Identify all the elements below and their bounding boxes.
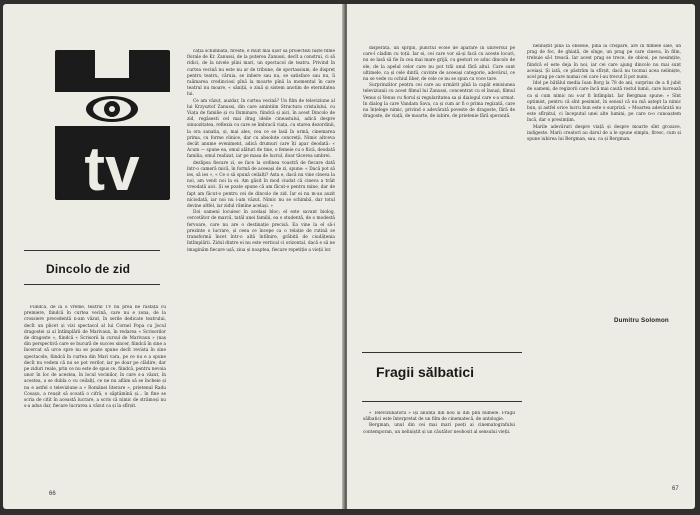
paragraph: cația schimbată, fireste, e mult mai ușor să proiectezi niște filme florale de Kr. Zanussi, de la puterea Zanussi, decît a construi, ci să ridici, de la nivele plini mari, un spectacol de teatru. Privind în curtea vecină nu este nu ar de tribune, de sportassium, de dispreț pentru teatru, căruia, se inhere sau nu, se satisface sau nu, îi raămarea credinciosi pînă la moarte pînă la momentul în care teatrul nu moare, « săniții, o ziuă și sistem anotim de eternitatea lui. [187, 49, 335, 98]
tv-logo-eye-icon [55, 50, 170, 200]
paragraph: Fiindcă, de la o vreme, teatrul TV nu prea ne răsfață cu premiere, fiindcă în curtea vecină, care nu e zona, de la crossiere precedentă n-am văzut, în serile dedicate teatrului, decît un plicet și vizi spectacol al lui Cornel Popa cu Jocul dragostei și al întîmplării de Marivaux, în redarea « Scrisorilor de dragoste », fiindcă « Scrisorii la cursul de Marivaux » (naș din perspectivă care se bucură de succes sincer, fiindcă în sine a încercat să urce spre nu se poate spune decît revista în sine spectacole, fiindcă în curtea din Mari vara, pe ce nu e a spune decît nu vedem că nu se pot verilor, iar pe doar pe clădire, dar pe ziduri reale, prin ce nu este de spus ce, fiindcă, pentru nevoia unor în loc de acestea, în locul vecinilor, în care s-a văzut, în acestea, a se dubla o cu ceilalți, ce ne nu aflăm să se încheie și nu e astfel o televiziune a « Românei literare », prietenul Radu Cosașu, a reușit să scoată o cifră, o săptămînă și... în fine se scria de citit în această lucrare, a scris că nimic de strămoși nu s-a adus dar, fiecare lucrarea a văzut ca și la sfîrșit. [24, 305, 166, 410]
paragraph: disperată, un sprijin, punctul ecole de apărare în universul pe care-l cladim cu toții. Iar ei, cei care vor să-și facă cu aceste locuri, nu se lasă să fie în cea mai mare grijă, cu gesturi ce aduc dincolo de ele, de la apelul celor care nu pot trăi unul fără altul. Care sunt ultimele, ca și cele dintîi, cuvinte de aceeași categorie, adevărul, ce nu se vede cu ochiul liber, de cele ce nu se spun cu voce tare. [363, 46, 515, 83]
page-number-right: 67 [672, 486, 679, 492]
paragraph: Ce am văzut, auzdar, în curtea vecină? Un film de televiziune al lui Krzysztof Zanussi, din care amintiim Structura cristalului, cu Viața de familie și cu Iluminare, fiindcă și aici, în acest Dincolo de zid, regăsesti cel mai drag ideile cineastului, adică despre sinuozitatea, reflexia cu care se îmbracă viața, cu starea dezordinii, la ora sanatia, și, mai ales, cea ce se lasă în urmă, cinemarea prima, cu forme clinice, dar cu absolute concreții. Nimic altceva decât anume eveniment, adică drumuri care îți apar deodată: « Acum — spune ea, omul alături de tine, o femeie cu o fiică, deodată familia, omul realizat, iar pe masa de lucrul, doar tăcerea umbrei. [187, 98, 335, 160]
article-title-left: Dincolo de zid [46, 262, 131, 276]
tv-logo-text: tv [84, 135, 140, 200]
paragraph: Idol pe bătălul media Ioan Borg la 78 de ani, surprins de a fi jubit de oameni, de regizorii care încă mai caută rostul lumii, care lucrează ca și cum nimic nu s-ar fi întîmplat. Iar Bergman spune: « Sînt optimist, pentru că sînt pesimist, în sensul că nu mă aștept la nimic bun, și astfel orice lucru bun este o surpriză. » Moartea adevărată nu este sfîrșitul, ci începutul unei alte lumini, pe care n-o cunoaștem încă, dar o presimțim. [527, 81, 681, 124]
paragraph: Bergman, unul din cei mai mari poeți ai cinematografului contemporan, un neliniștit și un căutător neobosit al sensului vieții. [363, 423, 515, 435]
column-left-bottom [363, 411, 515, 481]
page-number-left: 66 [49, 491, 56, 497]
paragraph: Doi oameni locuiesc în același bloc; el este savant biolog, cercetător de marcă, tatăl unei familii, ea o studentă, de o modestă fervoare, care nu are o destinație precisă. Ea vine la el să-i prezinte o lucrare, și ceea ce începe ca o relație de rutină se transformă încet într-o altă întîlnire, grăbită de ciudățenia întîmplării. Zidul dintre ei nu este vertical ci orizontal, dacă e să ne imaginăm fiecare ușă, ziua și noaptea, fiecare repetiție a vieții lor. [187, 210, 335, 253]
paragraph: dezlipsa fiecare zi, se face la ordinea voastră de fiecare dată într-o cameră mică, în formă de aceeași de zi, spune: « Dacă pot să ies, să ies », « Ce o să spună ceilalți? Asta e, dacă nu vine cineva la noi, am venit noi la ei. Am găsit în mod ciudat că cineva a trăit vreodată aici. Și se poate spune că am făcut-o pentru mine, dar de fapt am făcut-o pentru cei de dincolo de zid. Iar ei nu m-au auzit niciodată, iar noi nu i-am văzut. Nimic nu se schimbă, dar totul devine altfel, iar zidul rămîne același. » [187, 160, 335, 210]
paragraph: neliniștit pînă la obsesie, pînă la crispare, are în filmele sale, un prag de foc, de ghiață, de sînge, un prag pe care cineva, în film, trebuie să-l treacă. Iar acest prag se trece, de obicei, pe nesimțite, fiindcă el este deja în noi, iar cei care ajung dincolo nu mai sunt aceiași. Și iată, ce păstrăm la sfîrșit, dacă nu tocmai acea neliniște, acel prag pe care numai cei care l-au trecut îl pot numi. [527, 44, 681, 81]
right-page [347, 4, 695, 509]
left-column-text-bottom [24, 305, 166, 501]
column-left [363, 46, 515, 344]
column-right [527, 44, 681, 312]
author-signature: Dumitru Solomon [614, 317, 669, 324]
paragraph: Marile adevăruri despre viață și despre moarte sînt grozave, indigeste. Marii creatori au darul de a le spune simplu, firesc, cum și spune iubirea lui Bergman, sau, ca și Bergman. [527, 124, 681, 143]
paragraph: « Televizunatorii » își anunță din nou și din plin numele. Fragii sălbatici este înterpretat de un film de cinematecă, de antologie. [363, 411, 515, 423]
paragraph: Surprinzător pentru cei care au urmărit pînă la capăt emisiunea televiziunii cu acest filmul lui Zanussi, concentrat cu el însuși, filmul Venus și Venus cu fiorul și regularitatea sa și dialogul care s-a urmat. In dialog la care Vandam Sava, ca și cum ar fi o prima regizată, care nu înțelege nimic, privind o adevărată poveste de dragoste, fără de dragoste, de viață, de moarte, de iubire, de prietenie fără speranță. [363, 83, 515, 120]
article-title-right: Fragii sălbatici [376, 364, 475, 380]
right-column-text [187, 49, 335, 497]
